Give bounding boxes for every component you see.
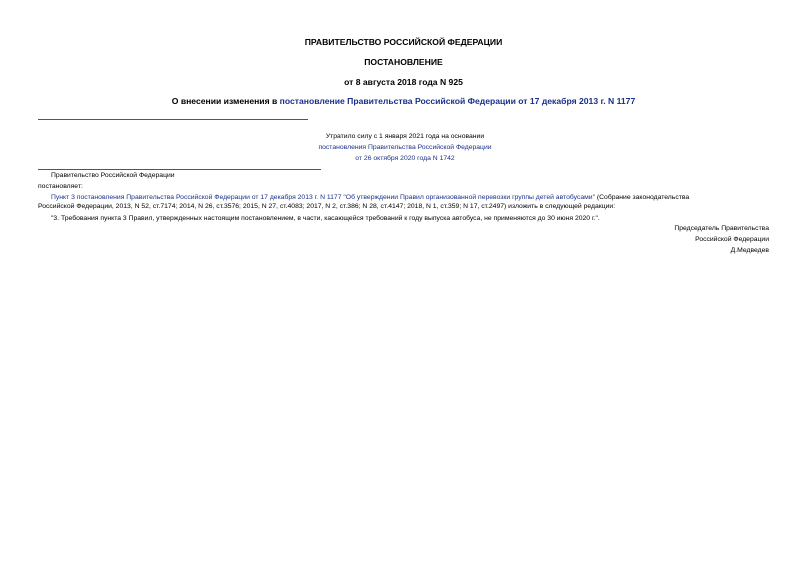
body-amendment-sources: Российской Федерации, 2013, N 52, ст.7174; 2014, N 26, ст.3576; 2015, N 27, ст.4083; 2017, N 2, ст.386; N 28, ст.4147; 2018, N 1, ст.359; N 17, ст.2497) изложить в следующей редакции: — [38, 203, 616, 210]
repeal-note-link-2[interactable]: от 26 октября 2020 года N 1742 — [355, 155, 455, 162]
repeal-note-text: Утратило силу с 1 января 2021 года на основании — [325, 133, 485, 140]
title-prefix: О внесении изменения в — [171, 96, 280, 106]
document-title — [0, 96, 807, 106]
amendment-rest: (Собрание законодательства — [595, 194, 690, 201]
body-decrees: постановляет: — [38, 183, 83, 190]
signature-name: Д.Медведев — [730, 247, 769, 254]
repeal-note — [285, 131, 525, 164]
amendment-link[interactable]: Пункт 3 постановления Правительства Российской Федерации от 17 декабря 2013 г. N 1177 "Об утверждении Правил организованной перевозки группы детей автобусами" — [51, 194, 595, 201]
divider-bottom — [38, 169, 321, 170]
body-amendment-paragraph — [51, 193, 769, 203]
body-government: Правительство Российской Федерации — [51, 172, 175, 179]
signature-title: Председатель Правительства — [674, 225, 769, 232]
repeal-note-link-1[interactable]: постановления Правительства Российской Федерации — [318, 144, 492, 151]
divider-top — [38, 119, 308, 120]
header-org: ПРАВИТЕЛЬСТВО РОССИЙСКОЙ ФЕДЕРАЦИИ — [304, 37, 503, 47]
header-date-number: от 8 августа 2018 года N 925 — [344, 77, 463, 87]
body-new-text: "3. Требования пункта 3 Правил, утвержденных настоящим постановлением, в части, касающейся требований к году выпуска автобуса, не применяются до 30 июня 2020 г.". — [51, 215, 600, 222]
signature-org: Российской Федерации — [695, 236, 769, 243]
title-link[interactable]: постановление Правительства Российской Федерации от 17 декабря 2013 г. N 1177 — [279, 96, 636, 106]
header-doc-type: ПОСТАНОВЛЕНИЕ — [364, 57, 443, 67]
